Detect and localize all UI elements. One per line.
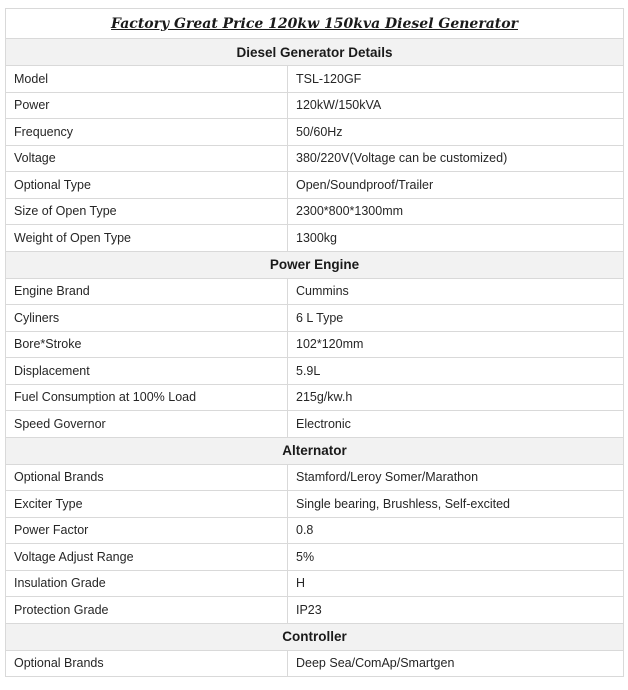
spec-label: Insulation Grade [6,570,288,597]
spec-value: 0.8 [288,517,624,544]
spec-value: 380/220V(Voltage can be customized) [288,145,624,172]
table-row [6,172,624,199]
table-row [6,597,624,624]
spec-value: H [288,570,624,597]
table-row [6,225,624,252]
spec-value: 2300*800*1300mm [288,198,624,225]
spec-label: Weight of Open Type [6,225,288,252]
spec-label: Voltage [6,145,288,172]
spec-label: Optional Brands [6,650,288,677]
section-heading: Controller [6,623,624,650]
spec-value: 5.9L [288,358,624,385]
table-row [6,650,624,677]
section-heading: Diesel Generator Details [6,39,624,66]
spec-value: Stamford/Leroy Somer/Marathon [288,464,624,491]
spec-table [5,8,624,677]
table-row [6,358,624,385]
table-row [6,570,624,597]
spec-label: Frequency [6,119,288,146]
spec-value: Open/Soundproof/Trailer [288,172,624,199]
section-header-row [6,623,624,650]
spec-value: 6 L Type [288,305,624,332]
spec-value: 1300kg [288,225,624,252]
table-row [6,464,624,491]
section-header-row [6,437,624,464]
spec-label: Optional Type [6,172,288,199]
table-row [6,544,624,571]
spec-value: 215g/kw.h [288,384,624,411]
spec-value: IP23 [288,597,624,624]
title-row [6,9,624,39]
table-row [6,411,624,438]
spec-value: Deep Sea/ComAp/Smartgen [288,650,624,677]
spec-table-container [5,8,623,677]
spec-label: Cyliners [6,305,288,332]
spec-label: Protection Grade [6,597,288,624]
spec-label: Displacement [6,358,288,385]
spec-value: 120kW/150kVA [288,92,624,119]
section-heading: Power Engine [6,251,624,278]
spec-value: TSL-120GF [288,66,624,93]
spec-label: Exciter Type [6,491,288,518]
spec-value: 5% [288,544,624,571]
table-row [6,198,624,225]
table-row [6,384,624,411]
table-row [6,305,624,332]
spec-label: Fuel Consumption at 100% Load [6,384,288,411]
spec-table-body [6,9,624,677]
spec-label: Size of Open Type [6,198,288,225]
table-row [6,491,624,518]
table-row [6,66,624,93]
spec-value: Single bearing, Brushless, Self-excited [288,491,624,518]
spec-label: Power [6,92,288,119]
table-row [6,92,624,119]
table-row [6,278,624,305]
table-row [6,145,624,172]
section-header-row [6,39,624,66]
spec-value: 50/60Hz [288,119,624,146]
section-header-row [6,251,624,278]
spec-value: Electronic [288,411,624,438]
spec-label: Engine Brand [6,278,288,305]
table-row [6,517,624,544]
section-heading: Alternator [6,437,624,464]
spec-value: Cummins [288,278,624,305]
table-row [6,119,624,146]
spec-label: Speed Governor [6,411,288,438]
table-title: Factory Great Price 120kw 150kva Diesel Generator [111,15,518,32]
table-row [6,331,624,358]
spec-value: 102*120mm [288,331,624,358]
table-title-cell [6,9,624,39]
spec-label: Model [6,66,288,93]
spec-label: Power Factor [6,517,288,544]
spec-label: Optional Brands [6,464,288,491]
spec-label: Voltage Adjust Range [6,544,288,571]
spec-label: Bore*Stroke [6,331,288,358]
